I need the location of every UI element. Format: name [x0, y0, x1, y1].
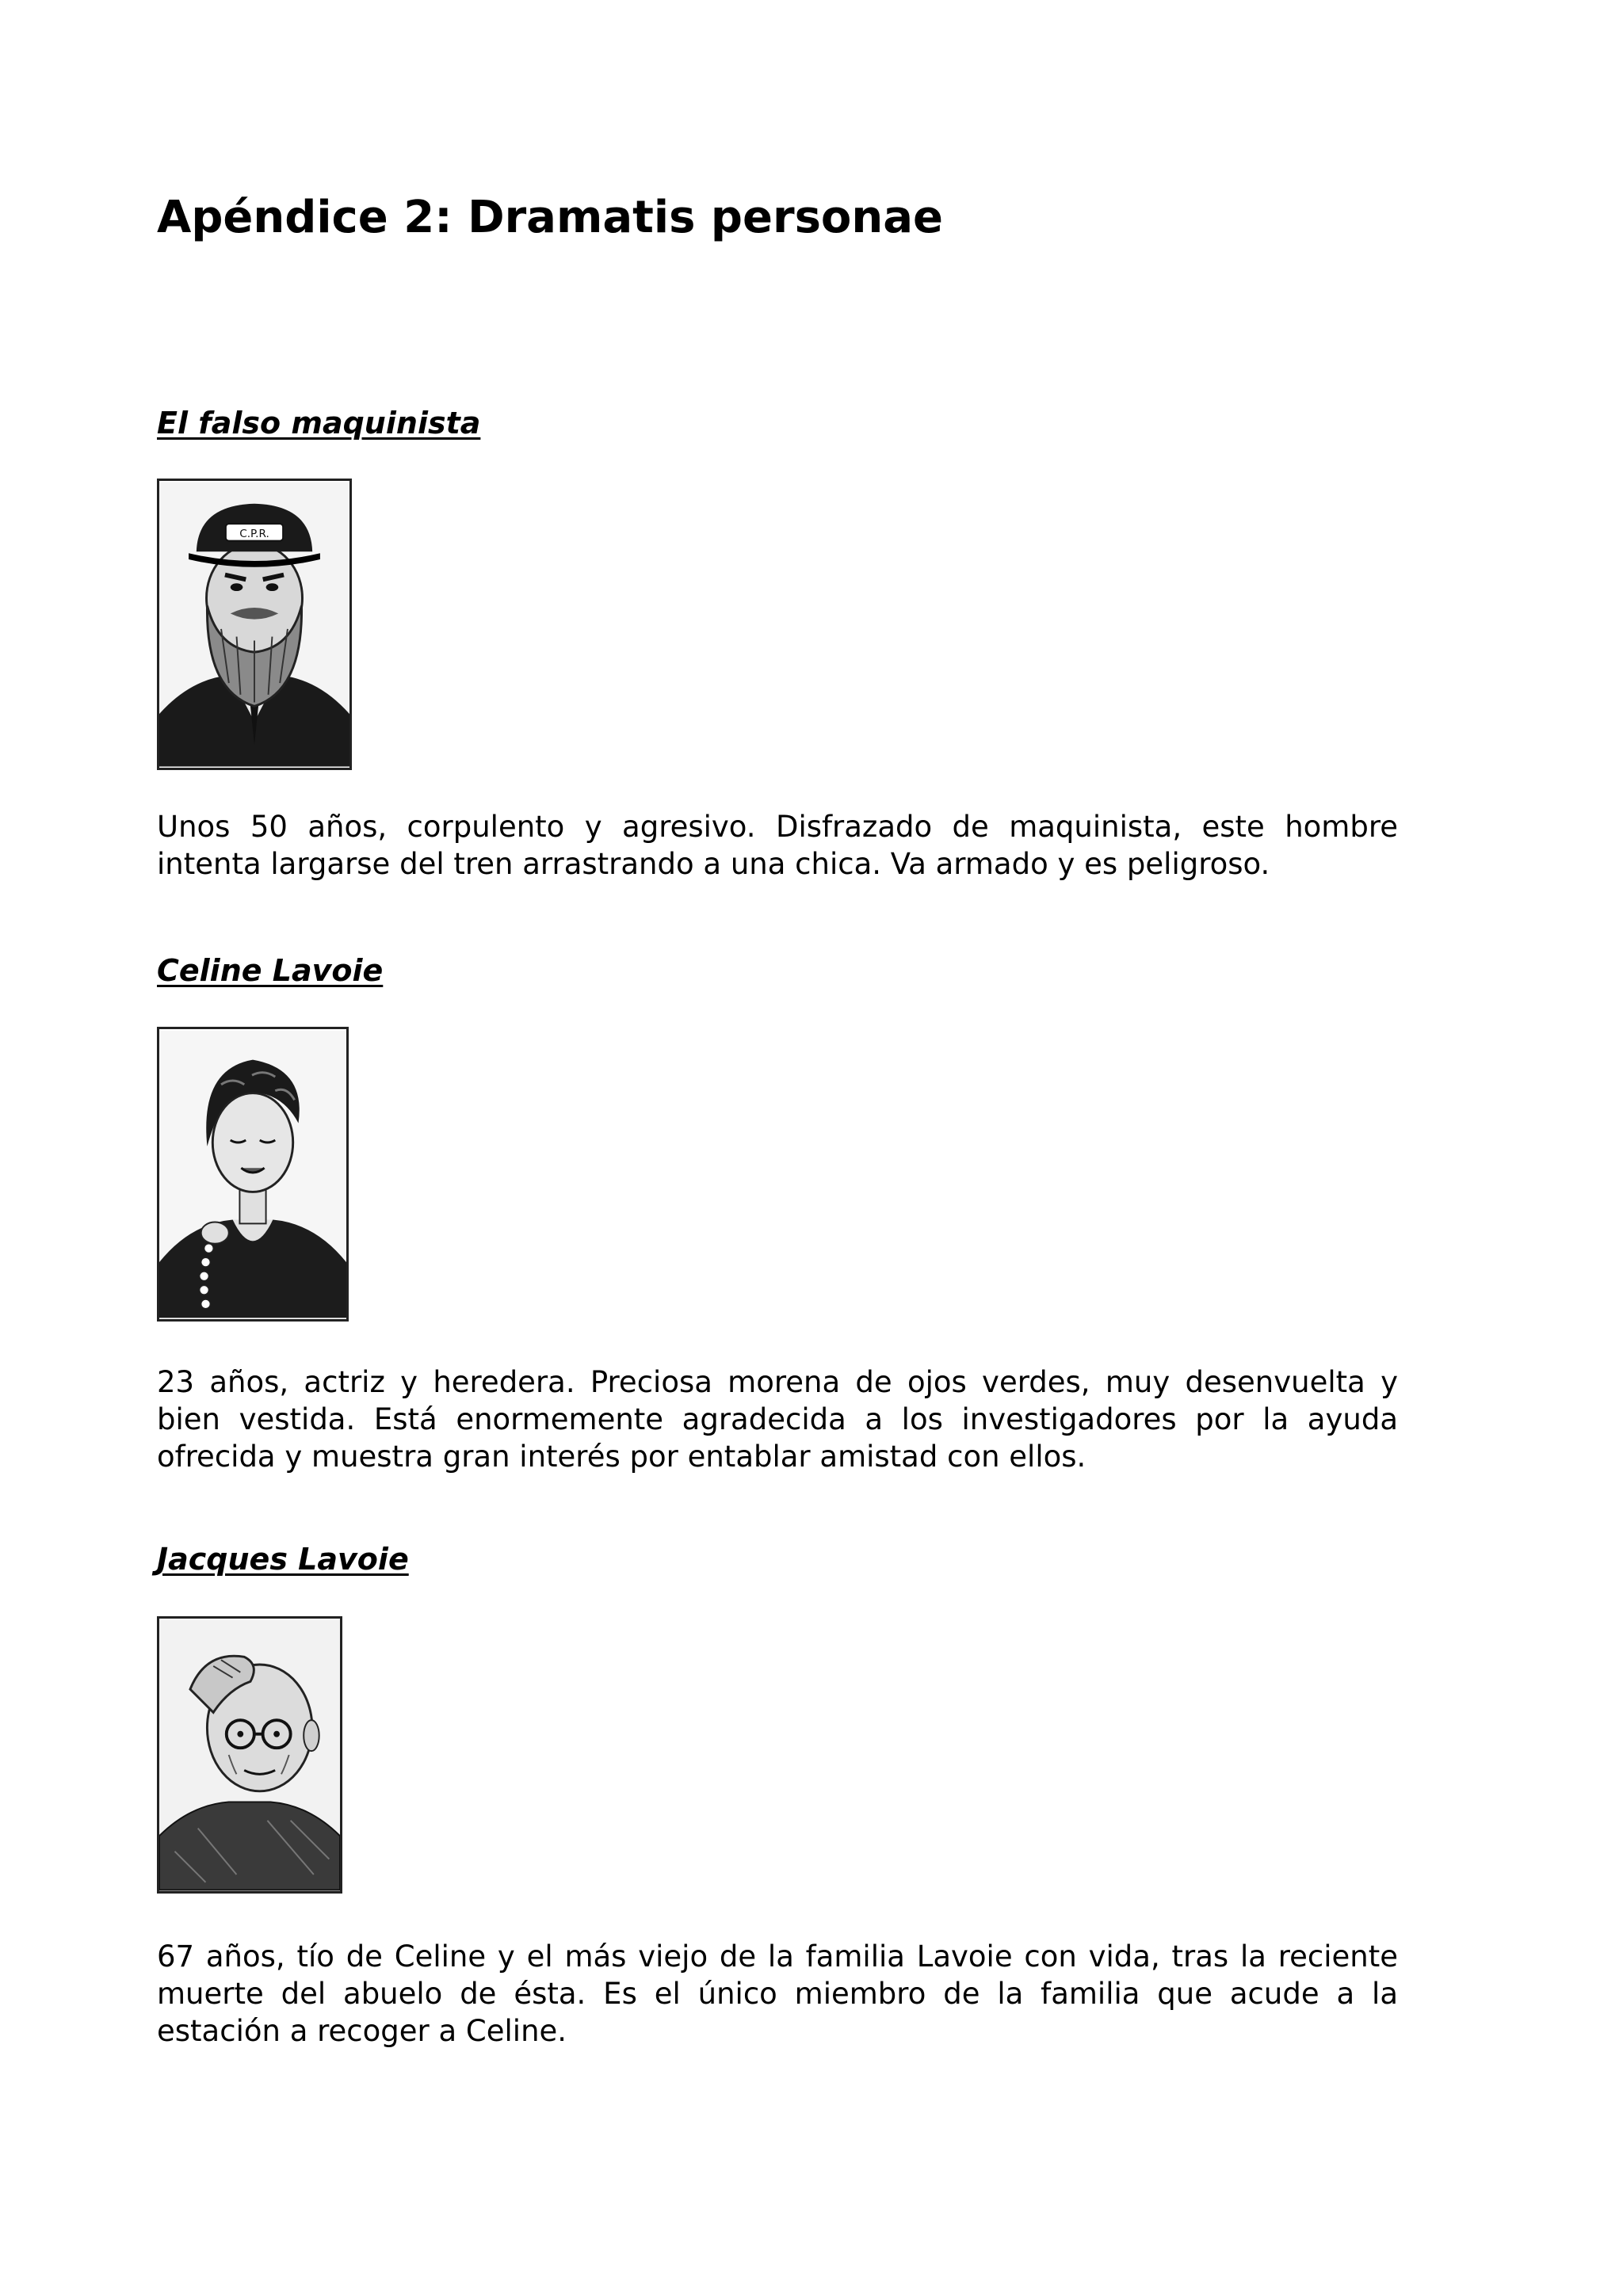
old-man-with-glasses-portrait-icon [157, 1616, 342, 1894]
character-description-celine-lavoie: 23 años, actriz y heredera. Preciosa morena de ojos verdes, muy desenvuelta y bien vestida. Está enormemente agradecida a los investigadores por la ayuda ofrecida y muestra gran interés por entablar amistad con ellos. [157, 1365, 1398, 1474]
character-description-jacques-lavoie: 67 años, tío de Celine y el más viejo de la familia Lavoie con vida, tras la reciente muerte del abuelo de ésta. Es el único miembro de la familia que acude a la estación a recoger a Celine. [157, 1939, 1398, 2048]
character-description-falso-maquinista: Unos 50 años, corpulento y agresivo. Disfrazado de maquinista, este hombre intenta largarse del tren arrastrando a una chica. Va armado y es peligroso. [157, 810, 1398, 881]
character-name-celine-lavoie: Celine Lavoie [157, 953, 384, 988]
character-name-falso-maquinista: El falso maquinista [157, 406, 481, 441]
bearded-engineer-portrait-icon [157, 479, 352, 770]
woman-with-pearls-portrait-icon [157, 1027, 349, 1322]
character-name-jacques-lavoie: Jacques Lavoie [157, 1542, 409, 1577]
page-title: Apéndice 2: Dramatis personae [157, 192, 944, 243]
cap-badge: C.P.R. [239, 527, 269, 540]
